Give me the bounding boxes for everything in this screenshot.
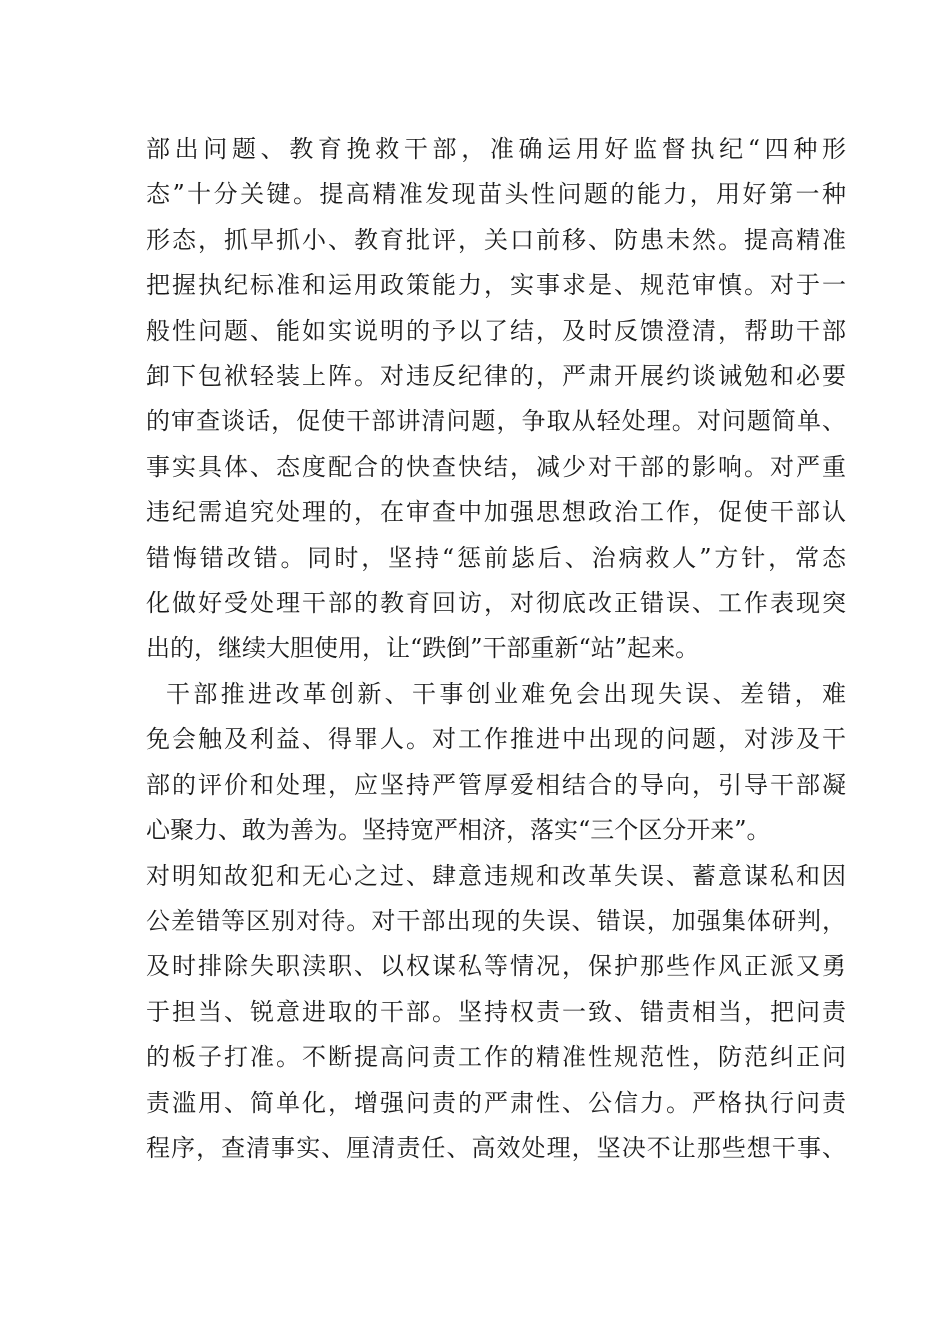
text-line: 违纪需追究处理的，在审查中加强思想政治工作，促使干部认 (146, 498, 846, 527)
text-line: 部的评价和处理，应坚持严管厚爱相结合的导向，引导干部凝 (146, 770, 846, 799)
paragraph-1 (146, 127, 846, 672)
text-line: 态”十分关键。提高精准发现苗头性问题的能力，用好第一种 (146, 180, 846, 209)
text-line: 形态，抓早抓小、教育批评，关口前移、防患未然。提高精准 (146, 225, 846, 254)
text-line: 免会触及利益、得罪人。对工作推进中出现的问题，对涉及干 (146, 725, 846, 754)
text-line: 公差错等区别对待。对干部出现的失误、错误，加强集体研判， (146, 906, 846, 935)
text-line: 卸下包袱轻装上阵。对违反纪律的，严肃开展约谈诫勉和必要 (146, 361, 846, 390)
text-line: 于担当、锐意进取的干部。坚持权责一致、错责相当，把问责 (146, 997, 846, 1026)
text-line: 把握执纪标准和运用政策能力，实事求是、规范审慎。对于一 (146, 271, 846, 300)
text-line: 干部推进改革创新、干事创业难免会出现失误、差错，难 (166, 680, 846, 708)
text-line: 的审查谈话，促使干部讲清问题，争取从轻处理。对问题简单、 (146, 407, 846, 436)
text-line: 化做好受处理干部的教育回访，对彻底改正错误、工作表现突 (146, 588, 846, 617)
text-line: 程序，查清事实、厘清责任、高效处理，坚决不让那些想干事、 (146, 1133, 846, 1162)
text-line: 事实具体、态度配合的快查快结，减少对干部的影响。对严重 (146, 452, 846, 481)
paragraph-2 (146, 672, 846, 1171)
text-line: 错悔错改错。同时，坚持“惩前毖后、治病救人”方针，常态 (146, 543, 846, 572)
text-line: 出的，继续大胆使用，让“跌倒”干部重新“站”起来。 (146, 634, 700, 663)
text-line: 般性问题、能如实说明的予以了结，及时反馈澄清，帮助干部 (146, 316, 846, 345)
text-line: 及时排除失职渎职、以权谋私等情况，保护那些作风正派又勇 (146, 952, 846, 981)
text-line: 心聚力、敢为善为。坚持宽严相济，落实“三个区分开来”。 (146, 816, 771, 845)
text-line: 责滥用、简单化，增强问责的严肃性、公信力。严格执行问责 (146, 1088, 846, 1117)
text-line: 部出问题、教育挽救干部，准确运用好监督执纪“四种形 (146, 135, 846, 163)
text-line: 对明知故犯和无心之过、肆意违规和改革失误、蓄意谋私和因 (146, 861, 846, 890)
text-line: 的板子打准。不断提高问责工作的精准性规范性，防范纠正问 (146, 1043, 846, 1072)
